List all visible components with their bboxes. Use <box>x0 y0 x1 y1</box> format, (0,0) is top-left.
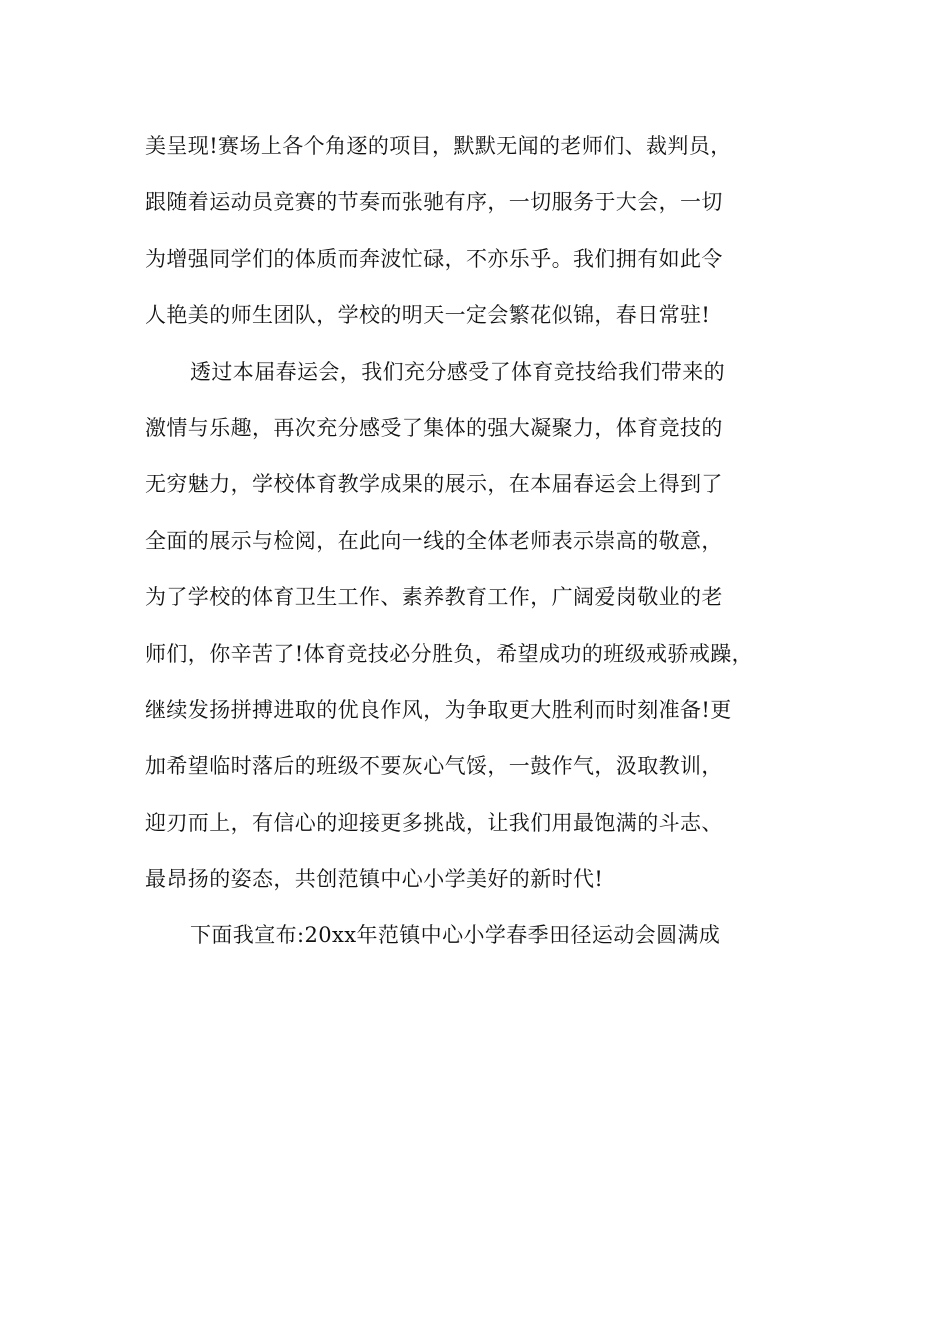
text-line: 跟随着运动员竞赛的节奏而张驰有序，一切服务于大会，一切 <box>145 190 723 215</box>
paragraph-start-line: 下面我宣布:20xx年范镇中心小学春季田径运动会圆满成 <box>190 923 721 948</box>
text-line: 最昂扬的姿态，共创范镇中心小学美好的新时代! <box>145 867 604 892</box>
text-line: 迎刃而上，有信心的迎接更多挑战，让我们用最饱满的斗志、 <box>145 810 723 835</box>
text-line: 人艳美的师生团队，学校的明天一定会繁花似锦，春日常驻! <box>145 303 711 328</box>
text-line: 为了学校的体育卫生工作、素养教育工作，广阔爱岗敬业的老 <box>145 585 723 610</box>
text-line: 激情与乐趣，再次充分感受了集体的强大凝聚力，体育竞技的 <box>145 415 723 440</box>
text-line: 为增强同学们的体质而奔波忙碌，不亦乐乎。我们拥有如此令 <box>145 246 723 271</box>
text-line: 全面的展示与检阅，在此向一线的全体老师表示崇高的敬意， <box>145 528 723 553</box>
text-line: 无穷魅力，学校体育教学成果的展示，在本届春运会上得到了 <box>145 472 723 497</box>
text-line: 加希望临时落后的班级不要灰心气馁，一鼓作气，汲取教训， <box>145 754 723 779</box>
body-text <box>145 126 845 972</box>
text-line: 继续发扬拼搏进取的优良作风，为争取更大胜利而时刻准备!更 <box>145 697 732 722</box>
text-line: 师们，你辛苦了!体育竞技必分胜负，希望成功的班级戒骄戒躁， <box>145 641 754 666</box>
paragraph-start-line: 透过本届春运会，我们充分感受了体育竞技给我们带来的 <box>190 359 725 384</box>
text-line: 美呈现!赛场上各个角逐的项目，默默无闻的老师们、裁判员， <box>145 134 732 158</box>
